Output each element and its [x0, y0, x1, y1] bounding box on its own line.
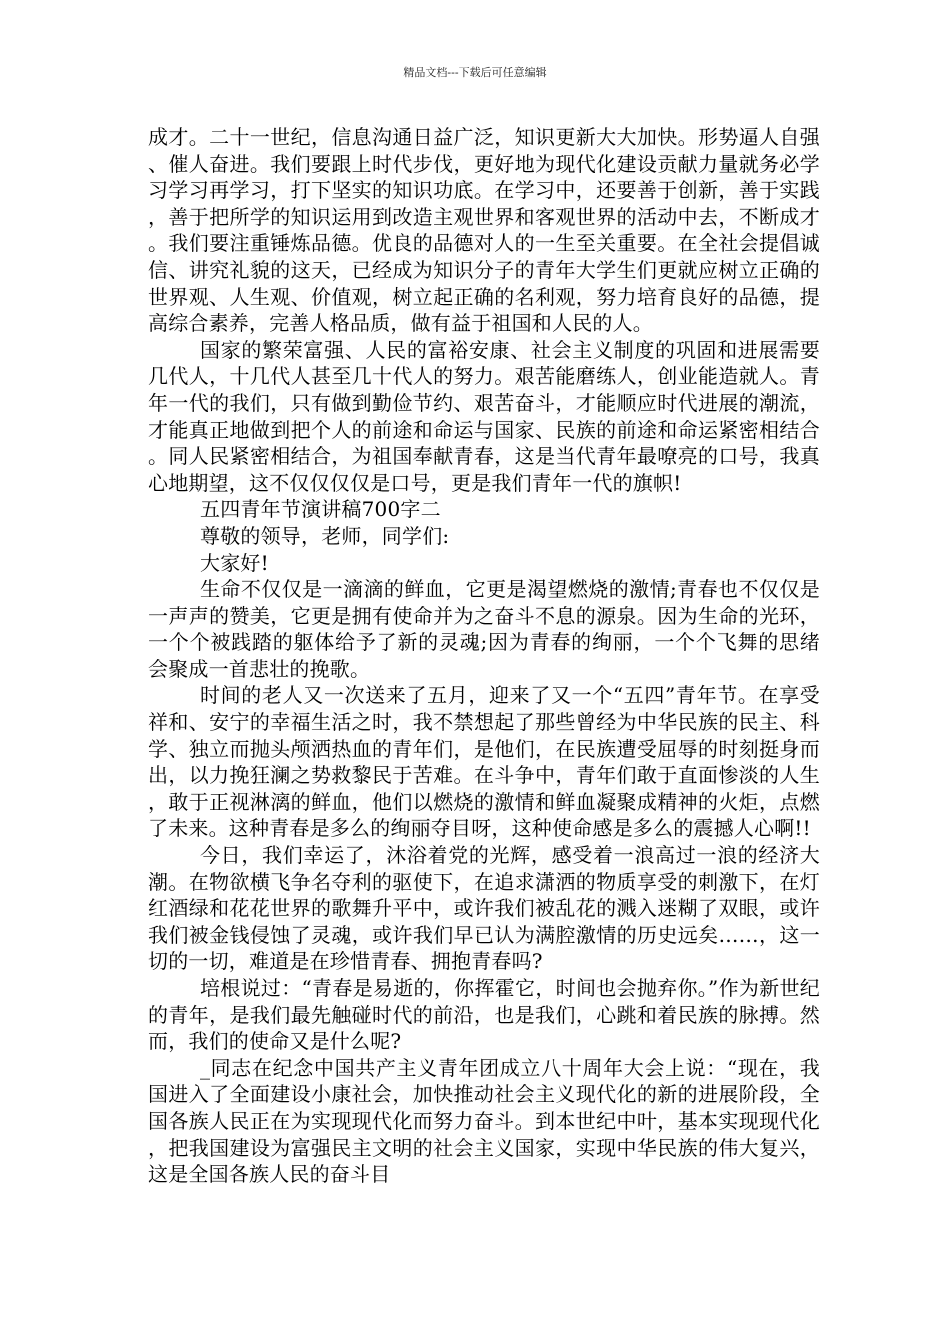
paragraph-4: 时间的老人又一次送来了五月，迎来了又一个“五四”青年节。在享受祥和、安宁的幸福生活之时，我不禁想起了那些曾经为中华民族的民主、科学、独立而抛头颅洒热血的青年们，是他们，在民族遭受屈辱的时刻挺身而出，以力挽狂澜之势救黎民于苦难。在斗争中，青年们敢于直面惨淡的人生，敢于正视淋漓的鲜血，他们以燃烧的激情和鲜血凝聚成精神的火炬，点燃了未来。这种青春是多么的绚丽夺目呀，这种使命感是多么的震撼人心啊!! — [148, 683, 820, 841]
paragraph-7: _同志在纪念中国共产主义青年团成立八十周年大会上说：“现在，我国进入了全面建设小康社会，加快推动社会主义现代化的新的进展阶段，全国各族人民正在为实现现代化而努力奋斗。到本世纪中叶，基本实现现代化，把我国建设为富强民主文明的社会主义国家，实现中华民族的伟大复兴，这是全国各族人民的奋斗目 — [148, 1055, 820, 1187]
paragraph-5: 今日，我们幸运了，沐浴着党的光辉，感受着一浪高过一浪的经济大潮。在物欲横飞争名夺利的驱使下，在追求潇洒的物质享受的刺激下，在灯红酒绿和花花世界的歌舞升平中，或许我们被乱花的溅入迷糊了双眼，或许我们被金钱侵蚀了灵魂，或许我们早已认为满腔激情的历史远矣……，这一切的一切，难道是在珍惜青春、拥抱青春吗? — [148, 843, 820, 974]
paragraph-1: 成才。二十一世纪，信息沟通日益广泛，知识更新大大加快。形势逼人自强、催人奋进。我们要跟上时代步伐，更好地为现代化建设贡献力量就务必学习学习再学习，打下坚实的知识功底。在学习中，还要善于创新，善于实践，善于把所学的知识运用到改造主观世界和客观世界的活动中去，不断成才。我们要注重锤炼品德。优良的品德对人的一生至关重要。在全社会提倡诚信、讲究礼貌的这天，已经成为知识分子的青年大学生们更就应树立正确的世界观、人生观、价值观，树立起正确的名利观，努力培育良好的品德，提高综合素养，完善人格品质，做有益于祖国和人民的人。 — [148, 125, 820, 336]
page-header: 精品文档---下载后可任意编辑 — [403, 66, 547, 79]
paragraph-3: 生命不仅仅是一滴滴的鲜血，它更是渴望燃烧的激情;青春也不仅仅是一声声的赞美，它更是拥有使命并为之奋斗不息的源泉。因为生命的光环，一个个被践踏的躯体给予了新的灵魂;因为青春的绚丽，一个个飞舞的思绪会聚成一首悲壮的挽歌。 — [148, 577, 820, 681]
paragraph-6: 培根说过：“青春是易逝的，你挥霍它，时间也会抛弃你。”作为新世纪的青年，是我们最先触碰时代的前沿，也是我们，心跳和着民族的脉搏。然而，我们的使命又是什么呢? — [148, 976, 820, 1054]
paragraph-2: 国家的繁荣富强、人民的富裕安康、社会主义制度的巩固和进展需要几代人，十几代人甚至几十代人的努力。艰苦能磨练人，创业能造就人。青年一代的我们，只有做到勤俭节约、艰苦奋斗，才能顺应时代进展的潮流，才能真正地做到把个人的前途和命运与国家、民族的前途和命运紧密相结合。同人民紧密相结合，为祖国奉献青春，这是当代青年最嘹亮的口号，我真心地期望，这不仅仅仅仅是口号，更是我们青年一代的旗帜! — [148, 337, 820, 495]
document-body — [148, 124, 820, 1188]
salutation: 尊敬的领导，老师，同学们: — [200, 523, 450, 548]
greeting: 大家好! — [200, 550, 269, 575]
speech-title: 五四青年节演讲稿700字二 — [200, 497, 441, 522]
